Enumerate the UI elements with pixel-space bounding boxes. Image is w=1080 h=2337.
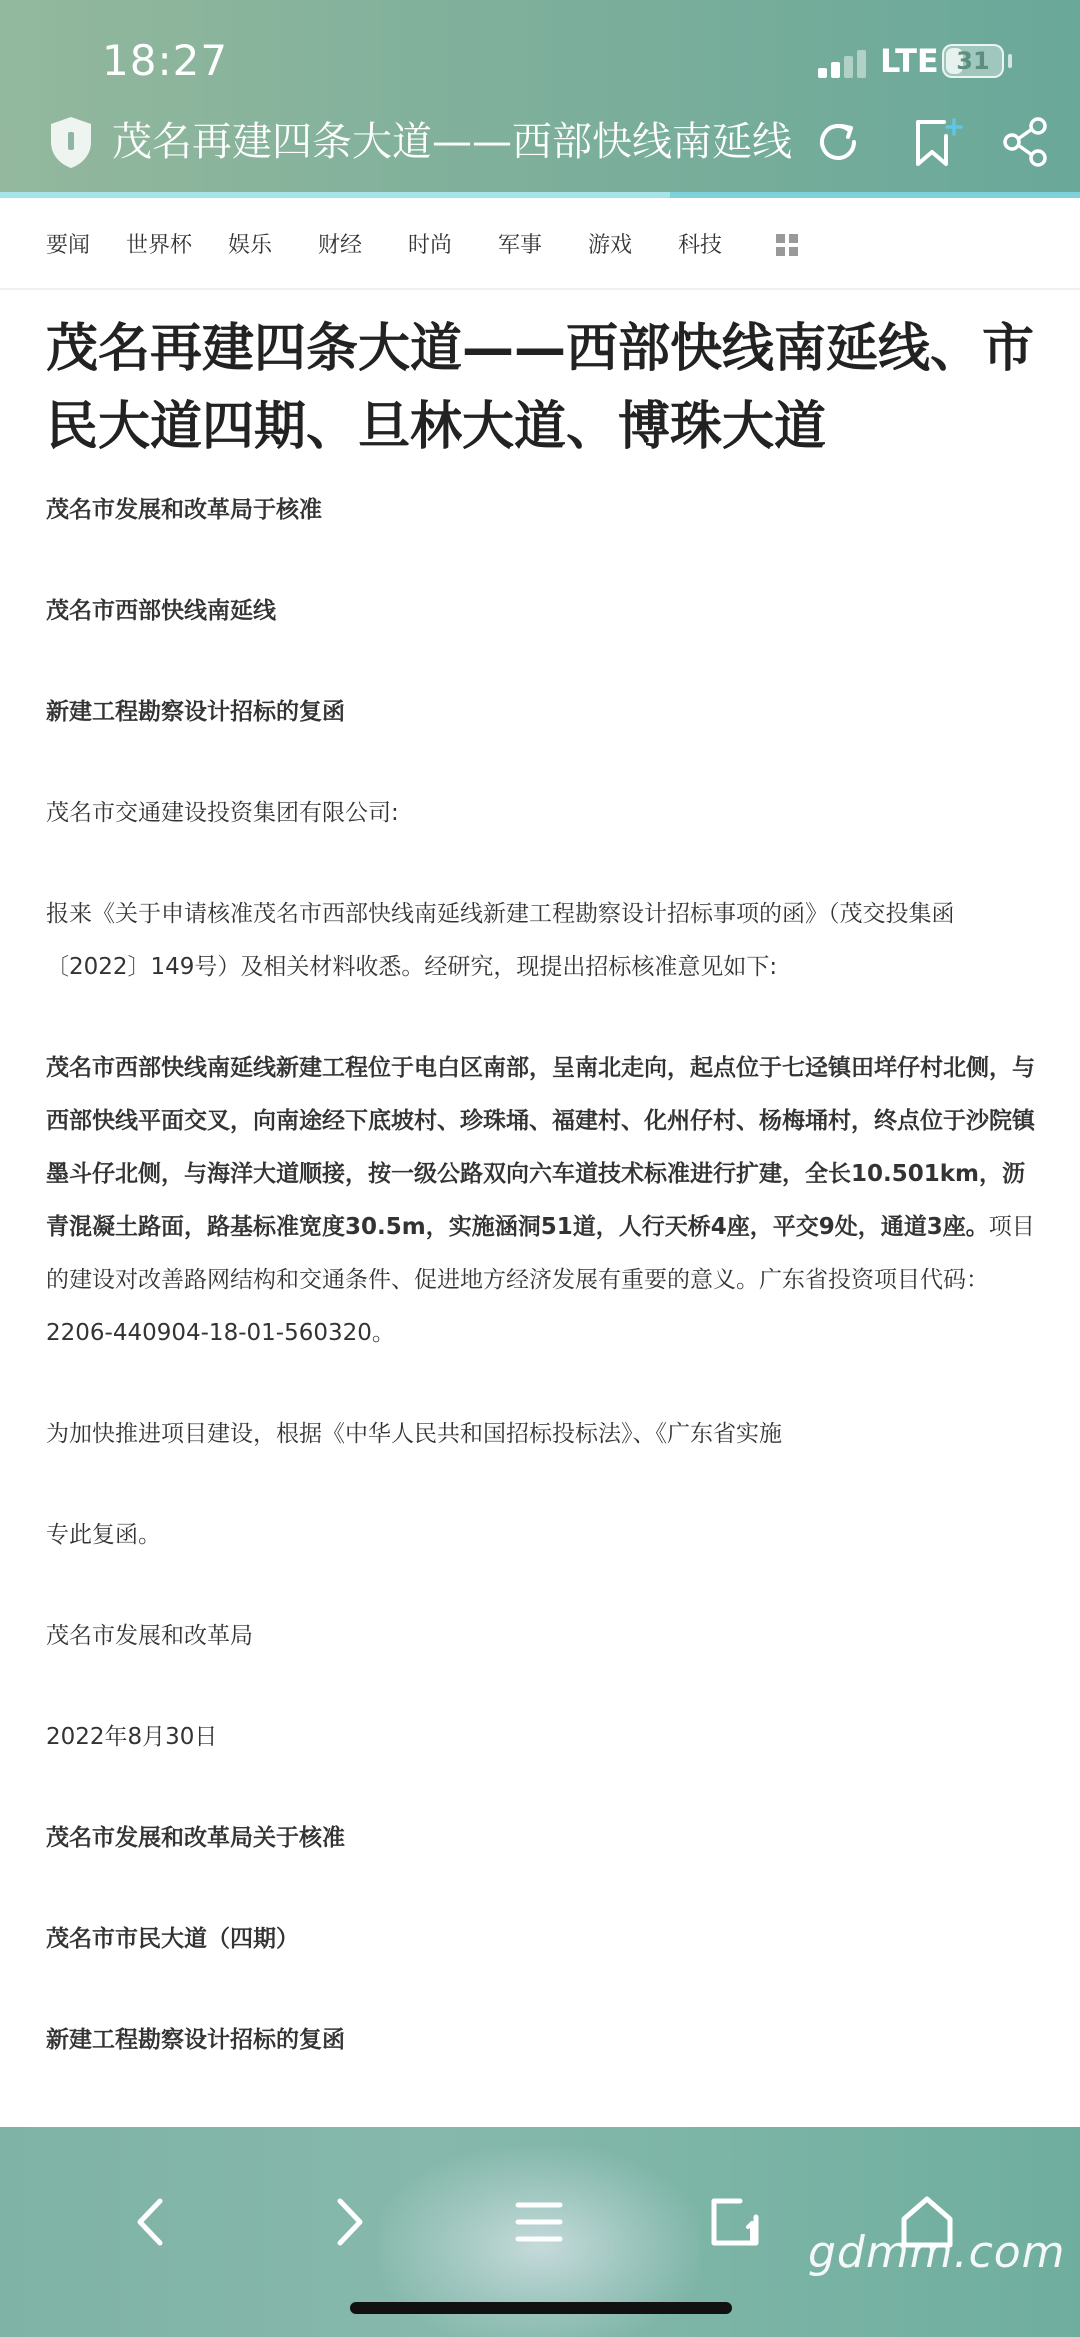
signal-icon — [818, 50, 870, 78]
paragraph-text: 茂名市市民大道（四期） — [46, 1926, 299, 1952]
article-paragraph — [46, 484, 1036, 537]
paragraph-text: 茂名市发展和改革局关于核准 — [46, 1825, 345, 1851]
browser-header — [0, 0, 1080, 196]
url-bar[interactable] — [0, 110, 1080, 192]
paragraph-text: 2022年8月30日 — [46, 1724, 218, 1750]
tab-finance[interactable]: 财经 — [318, 233, 363, 258]
paragraph-text: 茂名市发展和改革局 — [46, 1623, 253, 1649]
paragraph-gap — [46, 739, 1036, 787]
network-type: LTE — [880, 42, 939, 80]
paragraph-text: 新建工程勘察设计招标的复函 — [46, 2027, 345, 2053]
tab-yaowen[interactable]: 要闻 — [46, 233, 91, 258]
article-paragraph — [46, 1812, 1036, 1865]
channel-tabs — [0, 198, 1080, 290]
tab-entertainment[interactable]: 娱乐 — [228, 233, 273, 258]
battery-icon — [942, 44, 1004, 78]
article-paragraph — [46, 1913, 1036, 1966]
paragraph-gap — [46, 1865, 1036, 1913]
back-icon[interactable] — [118, 2187, 188, 2257]
paragraph-gap — [46, 537, 1036, 585]
article-title: 茂名再建四条大道——西部快线南延线、市民大道四期、旦林大道、博珠大道 — [46, 319, 1035, 457]
article-paragraph — [46, 1408, 1036, 1461]
article-paragraph — [46, 1042, 1036, 1360]
battery-level: 31 — [956, 47, 990, 75]
paragraph-gap — [46, 840, 1036, 888]
article-paragraph — [46, 686, 1036, 739]
home-indicator[interactable] — [350, 2302, 732, 2314]
article-paragraph — [46, 1610, 1036, 1663]
paragraph-text: 茂名市西部快线南延线 — [46, 598, 276, 624]
tab-games[interactable]: 游戏 — [588, 233, 633, 258]
more-channels-icon[interactable] — [776, 234, 798, 256]
article-paragraph — [46, 585, 1036, 638]
bookmark-add-icon[interactable] — [908, 114, 964, 170]
paragraph-text: 新建工程勘察设计招标的复函 — [46, 699, 345, 725]
menu-icon[interactable] — [504, 2187, 574, 2257]
article-paragraph — [46, 2014, 1036, 2067]
article-paragraph — [46, 1509, 1036, 1562]
tab-military[interactable]: 军事 — [498, 233, 543, 258]
article-paragraphs — [46, 484, 1036, 2168]
security-shield-icon[interactable] — [46, 114, 96, 170]
paragraph-gap — [46, 2067, 1036, 2115]
paragraph-text: 茂名市西部快线南延线新建工程位于电白区南部，呈南北走向，起点位于七迳镇田垟仔村北侧，与西部快线平面交叉，向南途经下底坡村、珍珠埇、福建村、化州仔村、杨梅埇村，终点位于沙院镇墨斗仔北侧，与海洋大道顺接，按一级公路双向六车道技术标准进行扩建，全长10.501km，沥青混凝土路面，路基标准宽度30.5m，实施涵洞51道，人行天桥4座，平交9处，通道3座。 — [46, 1055, 1035, 1240]
article-paragraph — [46, 1711, 1036, 1764]
paragraph-text: 报来《关于申请核准茂名市西部快线南延线新建工程勘察设计招标事项的函》（茂交投集函〔2022〕149号）及相关材料收悉。经研究，现提出招标核准意见如下: — [46, 901, 955, 980]
paragraph-text: 茂名市发展和改革局于核准 — [46, 497, 322, 523]
paragraph-text: 专此复函。 — [46, 1522, 161, 1548]
tab-fashion[interactable]: 时尚 — [408, 233, 453, 258]
tabs-icon[interactable] — [700, 2187, 770, 2257]
status-bar — [0, 0, 1080, 110]
paragraph-gap — [46, 1663, 1036, 1711]
battery-tip — [1008, 54, 1012, 68]
forward-icon[interactable] — [312, 2187, 382, 2257]
site-watermark: gdmm.com — [808, 2227, 1066, 2278]
article-paragraph — [46, 787, 1036, 840]
tab-worldcup[interactable]: 世界杯 — [126, 233, 193, 258]
refresh-icon[interactable] — [810, 114, 866, 170]
paragraph-gap — [46, 1461, 1036, 1509]
paragraph-gap — [46, 994, 1036, 1042]
article-paragraph — [46, 888, 1036, 994]
paragraph-gap — [46, 1966, 1036, 2014]
page-url-title[interactable]: 茂名再建四条大道——西部快线南延线 — [112, 119, 792, 165]
paragraph-text: 茂名市交通建设投资集团有限公司: — [46, 800, 399, 826]
paragraph-text: 为加快推进项目建设，根据《中华人民共和国招标投标法》、《广东省实施 — [46, 1421, 782, 1447]
paragraph-gap — [46, 1562, 1036, 1610]
paragraph-gap — [46, 1360, 1036, 1408]
paragraph-tail: 项目的建设对改善路网结构和交通条件、促进地方经济发展有重要的意义。广东省投资项目代码：2206-440904-18-01-560320。 — [46, 1214, 1035, 1346]
paragraph-gap — [46, 1764, 1036, 1812]
share-icon[interactable] — [998, 114, 1054, 170]
paragraph-gap — [46, 638, 1036, 686]
article-body — [46, 310, 1036, 2168]
status-time: 18:27 — [102, 36, 229, 85]
tab-tech[interactable]: 科技 — [678, 233, 723, 258]
